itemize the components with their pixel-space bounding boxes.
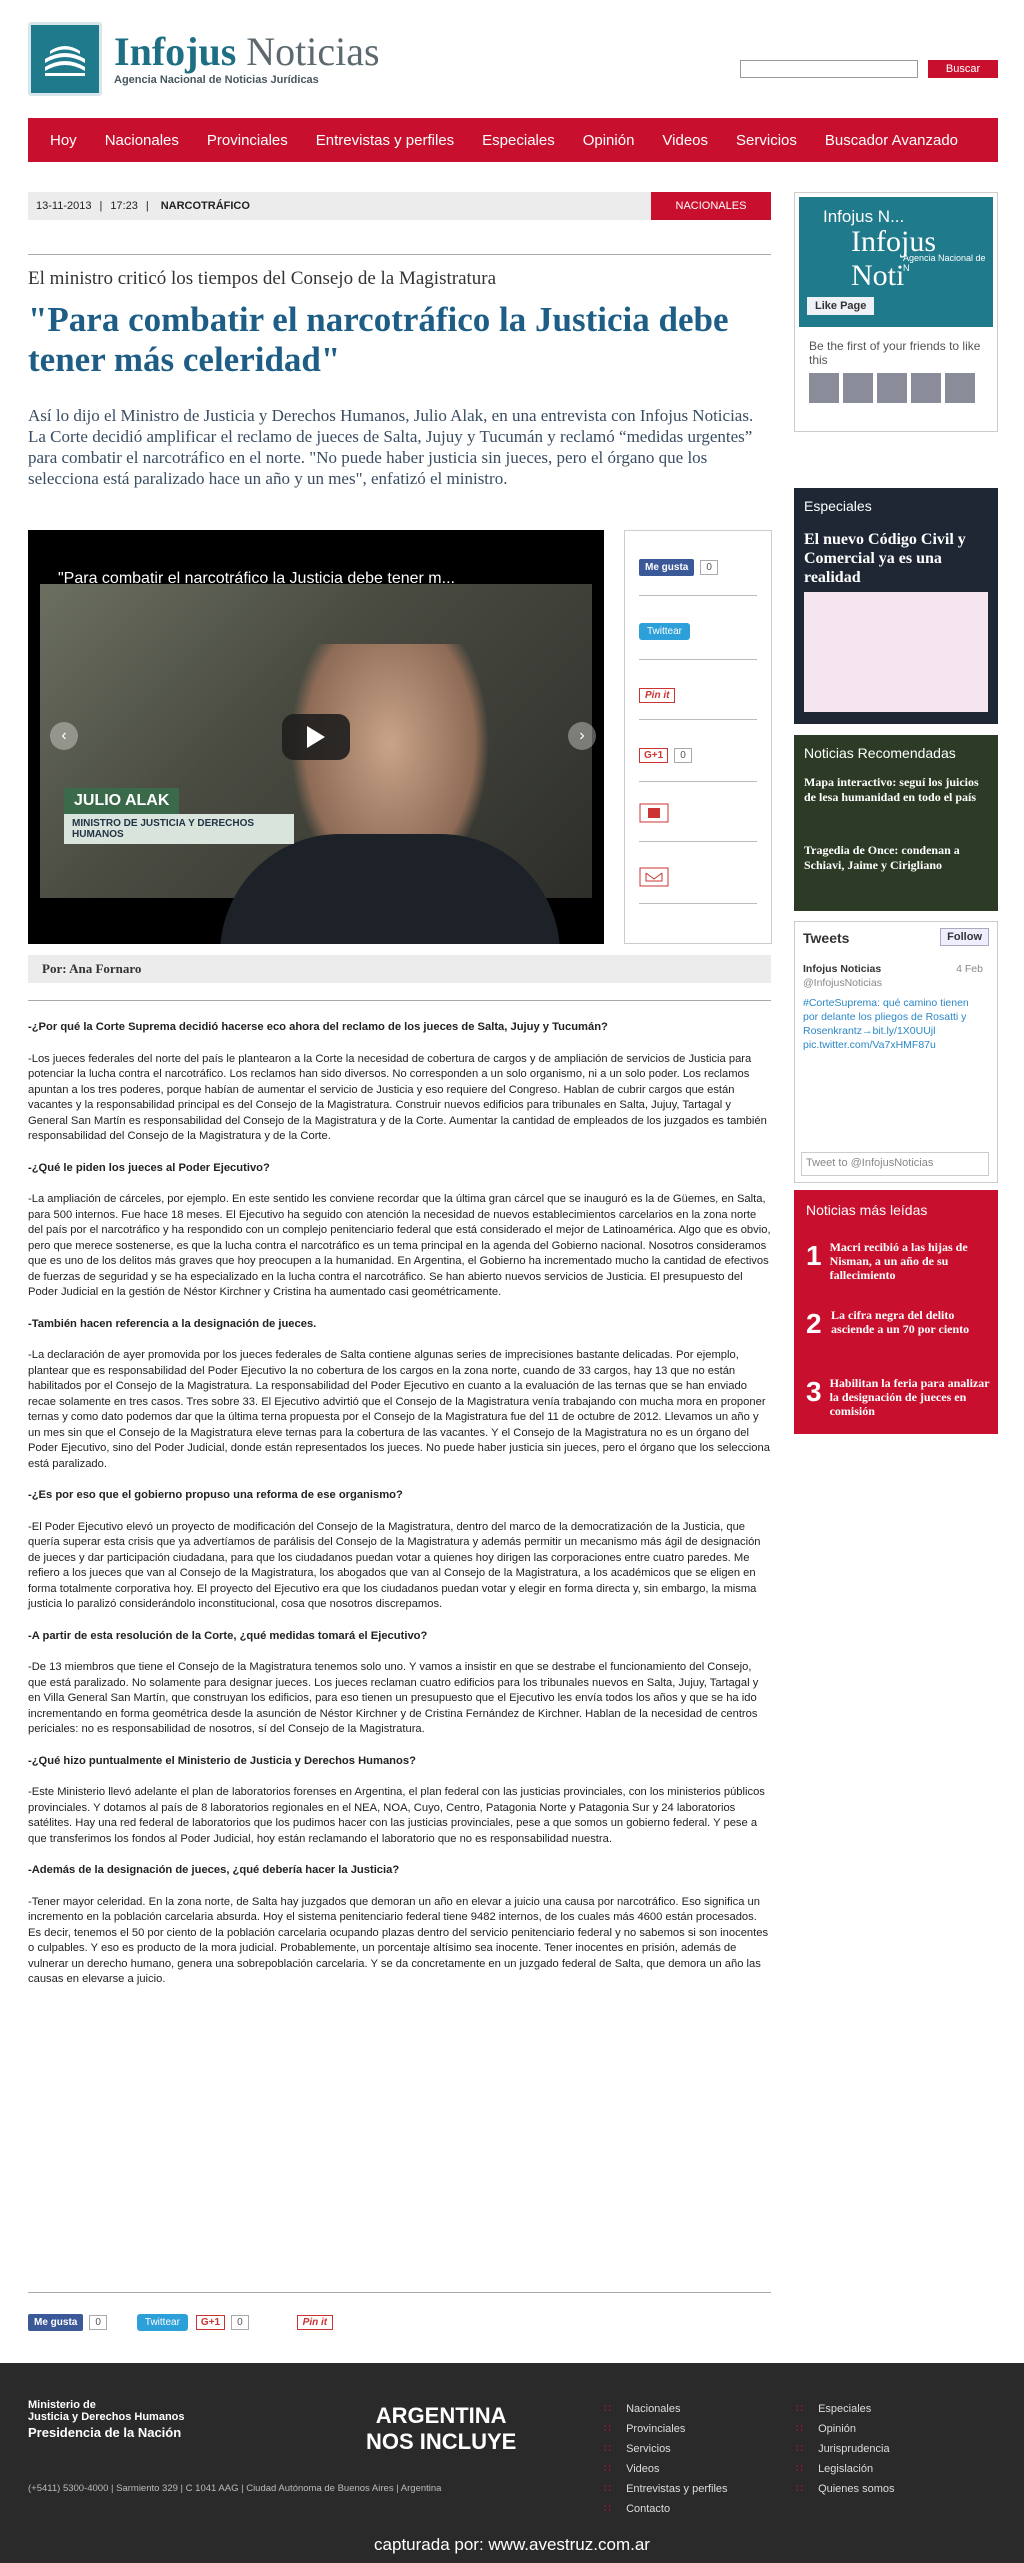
divider — [28, 1000, 771, 1001]
presidencia-label: Presidencia de la Nación — [28, 2425, 182, 2440]
divider — [28, 2292, 771, 2293]
footer-links-1 — [604, 2399, 728, 2519]
avatar[interactable] — [843, 373, 873, 403]
twitter-follow-button[interactable]: Follow — [940, 928, 989, 946]
gplus-button[interactable]: G+1 — [639, 748, 668, 763]
interview-answer: -La declaración de ayer promovida por los jueces federales de Salta contiene algunas series de imprecisiones bastante delicadas. Por ejemplo, plantear que es responsabilidad del Poder Ejecutivo la no cobertura de los cargos en la zona norte, cuando de 33 cargos, hay 13 que no están habilitados por el Consejo de la Magistratura. La responsabilidad del Poder Ejecutivo en cuanto a la evaluación de las ternas que se han enviado recae solamente en tres casos. Tres sobre 33. El Ejecutivo advirtió que el Consejo de la Magistratura venía trabajando con mucha mora en proponer ternas y como dato podemos dar que la última terna propuesta por el Consejo de la Magistratura fue del 11 de octubre de 2012. Llevamos un año y un mes sin que el Consejo de la Magistratura eleve ternas para la cobertura de las vacantes. Y el Consejo de la Magistratura no es un órgano del Poder Ejecutivo, sino del Poder Judicial, donde están representados los jueces. No puede haber justicia sin jueces, pero el órgano que los selecciona está paralizado. — [28, 1349, 770, 1470]
prev-arrow-icon[interactable]: ‹ — [50, 722, 78, 750]
rank-number: 1 — [806, 1240, 822, 1271]
mas-leidas-heading: Noticias más leídas — [806, 1202, 928, 1218]
nav-videos[interactable]: Videos — [662, 131, 709, 149]
recomendada-link[interactable]: Mapa interactivo: seguí los juicios de lesa humanidad en todo el país — [804, 775, 979, 804]
article-meta: 13-11-2013 | 17:23 | NARCOTRÁFICO NACIONALES — [28, 192, 771, 220]
video-lower-third-name: JULIO ALAK — [64, 788, 179, 814]
interview-question: -A partir de esta resolución de la Corte, ¿qué medidas tomará el Ejecutivo? — [28, 1629, 428, 1642]
interview-question: -También hacen referencia a la designación de jueces. — [28, 1317, 317, 1330]
especiales-heading: Especiales — [804, 498, 872, 514]
interview-question: -¿Qué le piden los jueces al Poder Ejecutivo? — [28, 1161, 270, 1174]
especiales-widget[interactable] — [794, 488, 998, 724]
interview-question: -¿Qué hizo puntualmente el Ministerio de Justicia y Derechos Humanos? — [28, 1754, 416, 1767]
fb-friends-text: Be the first of your friends to like this — [809, 339, 981, 367]
book-logo-icon — [28, 22, 102, 96]
especiales-title[interactable]: El nuevo Código Civil y Comercial ya es una realidad — [804, 531, 966, 586]
search-button[interactable]: Buscar — [928, 60, 998, 78]
recomendadas-widget — [794, 735, 998, 911]
footer-link[interactable]: ∷ Opinión — [796, 2419, 895, 2439]
tweet-text[interactable]: #CorteSuprema: qué camino tienen por delante los pliegos de Rosatti y Rosenkrantz→bit.ly/1X0UUjl pic.twitter.com/Va7xHMF87u — [803, 997, 969, 1051]
especiales-image[interactable] — [804, 592, 988, 712]
nav-entrevistas[interactable]: Entrevistas y perfiles — [315, 131, 455, 149]
nav-buscador[interactable]: Buscador Avanzado — [824, 131, 959, 149]
fb-page-title-2: Infojus Noti — [851, 225, 936, 292]
recomendada-link[interactable]: Tragedia de Once: condenan a Schiavi, Jaime y Cirigliano — [804, 843, 960, 872]
footer-link[interactable]: ∷ Servicios — [604, 2439, 728, 2459]
tweets-heading: Tweets — [803, 930, 850, 946]
article-author: Por: Ana Fornaro — [28, 955, 771, 983]
footer-address: (+5411) 5300-4000 | Sarmiento 329 | C 1041 AAG | Ciudad Autónoma de Buenos Aires | Argentina — [28, 2483, 442, 2494]
tweet-user[interactable]: Infojus Noticias — [803, 963, 882, 975]
footer-link[interactable]: ∷ Jurisprudencia — [796, 2439, 895, 2459]
site-footer — [0, 2363, 1024, 2563]
nav-opinion[interactable]: Opinión — [582, 131, 635, 149]
tweet-input[interactable]: Tweet to @InfojusNoticias — [801, 1152, 989, 1176]
ministerio-logo[interactable] — [28, 2399, 185, 2423]
gplus-button-bottom[interactable]: G+1 — [196, 2315, 225, 2330]
mas-leidas-widget — [794, 1190, 998, 1434]
footer-link[interactable]: ∷ Especiales — [796, 2399, 895, 2419]
capture-credit: capturada por: www.avestruz.com.ar — [374, 2535, 650, 2554]
mas-leidas-link[interactable]: Habilitan la feria para analizar la designación de jueces en comisión — [829, 1376, 990, 1418]
footer-link[interactable]: ∷ Videos — [604, 2459, 728, 2479]
interview-answer: -El Poder Ejecutivo elevó un proyecto de modificación del Consejo de la Magistratura, dentro del marco de la democratización de la Justicia, que quería superar esta crisis que ya advertíamos de parálisis del Consejo de la Magistratura y además permitir un mecanismo más ágil de designación de jueces y dar participación ciudadana, para que los ciudadanos puedan votar a quienes hoy dirigen las corporaciones entre cuatro paredes. Me refiero a los jueces que van al Consejo de la Magistratura, los abogados que van al Consejo de la Magistratura, a los académicos que se eligen en forma totalmente corporativa hoy. El proyecto del Ejecutivo era que los ciudadanos puedan votar y elegir en forma directa y, sin embargo, la misma justicia lo paralizó considerándolo inconstitucional, cosa que nosotros discrepamos. — [28, 1520, 761, 1610]
argentina-logo — [366, 2403, 516, 2455]
mas-leidas-link[interactable]: La cifra negra del delito asciende a un 70 por ciento — [831, 1308, 970, 1336]
footer-links-2 — [796, 2399, 895, 2499]
facebook-widget — [794, 192, 998, 432]
avatar[interactable] — [911, 373, 941, 403]
fb-like-button-bottom[interactable]: Me gusta — [28, 2314, 83, 2331]
mas-leidas-item[interactable] — [806, 1376, 992, 1418]
next-arrow-icon[interactable]: › — [568, 722, 596, 750]
fb-page-title[interactable]: Infojus N... — [823, 207, 905, 226]
footer-link[interactable]: ∷ Contacto — [604, 2499, 728, 2519]
email-icon[interactable] — [639, 867, 669, 887]
gplus-count-bottom: 0 — [231, 2315, 249, 2330]
video-player[interactable] — [28, 530, 604, 944]
tweet-date[interactable]: 4 Feb — [956, 963, 983, 975]
fb-page-sub: Agencia Nacional de N — [903, 253, 986, 273]
article-kicker: El ministro criticó los tiempos del Consejo de la Magistratura — [28, 268, 497, 289]
play-button-icon[interactable] — [282, 714, 350, 760]
footer-link[interactable]: ∷ Provinciales — [604, 2419, 728, 2439]
site-logo[interactable] — [28, 22, 380, 96]
search-form — [740, 60, 998, 78]
footer-link[interactable]: ∷ Legislación — [796, 2459, 895, 2479]
argentina-line-1: ARGENTINA — [375, 2403, 507, 2428]
tweet — [803, 962, 983, 1052]
site-header — [28, 22, 998, 102]
article-date: 13-11-2013 — [36, 200, 92, 212]
avatar[interactable] — [877, 373, 907, 403]
interview-answer: -Los jueces federales del norte del país le plantearon a la Corte la necesidad de cobertura de cargos y de ampliación de servicios de Justicia para potenciar la lucha contra el narcotráfico. Los reclamos han sido diversos. No corresponden a un solo organismo, ni a un solo poder. Los reclamos apuntan a los tres poderes, porque habían de aumentar el servicio de Justicia y eso requiere del Congreso. Hablan de cubrir cargos que están vacantes y la responsabilidad principal es del Consejo de la Magistratura. Construir nuevos edificios para tribunales en Salta, Jujuy, Tartagal y General San Martín es responsabilidad del Consejo de la Magistratura y de la Corte. Aumentar la cantidad de empleados de los juzgados es también responsabilidad del Consejo de la Magistratura y de la Corte. — [28, 1052, 767, 1142]
print-icon[interactable] — [639, 803, 669, 823]
article-section[interactable]: NARCOTRÁFICO — [160, 200, 250, 212]
article-body — [28, 1020, 771, 2004]
rank-number: 3 — [806, 1376, 822, 1407]
section-badge[interactable]: NACIONALES — [651, 192, 771, 220]
tweet-button[interactable]: Twittear — [639, 623, 690, 640]
interview-answer: -La ampliación de cárceles, por ejemplo. En este sentido les conviene recordar que la última gran cárcel que se inauguró es la de Güemes, en Salta, para 500 internos. Fue hace 18 meses. El Ejecutivo ha seguido con atención la necesidad de nuevos establecimientos carcelarios en la zona norte del país por el narcotráfico y ha respondido con un complejo penitenciario federal que está considerado el mejor de Latinoamérica. Algo que es obvio, pero que merece sostenerse, es que la lucha contra el narcotráfico es un tema principal en la agenda del Gobierno nacional. Nosotros consideramos que es uno de los delitos más graves que hoy preocupen a la humanidad. En Argentina, el Gobierno ha incrementado mucho la cantidad de efectivos de fuerzas de seguridad y se ha especializado en la lucha contra el narcotráfico. Se han abierto nuevos servicios de Justicia. El presupuesto del Poder Judicial en la gestión de Néstor Kirchner y Cristina ha aumentado casi geométricamente. — [28, 1193, 771, 1298]
fb-like-button[interactable]: Me gusta — [639, 559, 694, 576]
tweet-handle[interactable]: @InfojusNoticias — [803, 977, 882, 989]
article-lead: Así lo dijo el Ministro de Justicia y Derechos Humanos, Julio Alak, en una entrevista con Infojus Noticias. La Corte decidió amplificar el reclamo de jueces de Salta, Jujuy y Tucumán y reclamó “medidas urgentes” para combatir el narcotráfico en el norte. "No puede haber justicia sin jueces, pero el órgano que los selecciona está paralizado hace un año y un mes", enfatizó el ministro. — [28, 406, 754, 488]
search-input[interactable] — [740, 60, 918, 78]
gplus-count: 0 — [674, 748, 692, 763]
divider — [28, 254, 771, 255]
footer-link[interactable]: ∷ Entrevistas y perfiles — [604, 2479, 728, 2499]
avatar[interactable] — [809, 373, 839, 403]
avatar[interactable] — [945, 373, 975, 403]
nav-hoy[interactable]: Hoy — [50, 131, 77, 149]
pinit-button[interactable]: Pin it — [639, 688, 675, 703]
interview-question: -¿Por qué la Corte Suprema decidió hacerse eco ahora del reclamo de los jueces de Salta, Jujuy y Tucumán? — [28, 1021, 608, 1033]
mas-leidas-item[interactable] — [806, 1308, 992, 1340]
interview-question: -¿Es por eso que el gobierno propuso una reforma de ese organismo? — [28, 1489, 403, 1501]
share-sidebar — [624, 530, 772, 944]
nav-especiales[interactable]: Especiales — [482, 131, 555, 149]
interview-answer: -Tener mayor celeridad. En la zona norte, de Salta hay juzgados que demoran un año en elevar a juicio una causa por narcotráfico. Eso significa un incremento en la población carcelaria absurda. Hoy el sistema penitenciario federal tiene 9482 internos, de los cuales más 4600 están procesados. Es decir, tenemos el 50 por ciento de la población carcelaria ocupando plazas dentro del servicio penitenciario federal y no sabemos si son inocentes o culpables. Y eso es producto de la mora judicial. Probablemente, un porcentaje altísimo sea inocente. Tener inocentes en prisión, además de vulnerar un derecho humano, genera una sobrepoblación carcelaria. Y se da concretamente en un juzgado federal de Salta, que demora un año las causas en elevarse a juicio. — [28, 1895, 769, 1985]
main-nav — [28, 118, 998, 162]
fb-like-page-button[interactable]: Like Page — [807, 297, 874, 315]
tweet-button-bottom[interactable]: Twittear — [137, 2314, 188, 2331]
article-time: 17:23 — [110, 200, 138, 212]
ministerio-line-1: Ministerio de — [28, 2399, 96, 2411]
footer-link[interactable]: ∷ Quienes somos — [796, 2479, 895, 2499]
facebook-cover[interactable] — [799, 197, 993, 327]
video-person-suit — [220, 834, 560, 944]
mas-leidas-link[interactable]: Macri recibió a las hijas de Nisman, a un año de su fallecimiento — [829, 1240, 968, 1282]
fb-friends-avatars — [809, 373, 975, 403]
footer-link[interactable]: ∷ Nacionales — [604, 2399, 728, 2419]
video-lower-third-role: MINISTRO DE JUSTICIA Y DERECHOS HUMANOS — [64, 814, 294, 844]
interview-answer: -De 13 miembros que tiene el Consejo de la Magistratura tenemos solo uno. Y vamos a insistir en que se destrabe el funcionamiento del Consejo, que está paralizado. No solamente para designar jueces. Los jueces reclaman cuatro edificios para los tribunales nuevos en Salta, Jujuy, Tartagal y en Villa General San Martín, que construyan los edificios, para eso tienen un presupuesto que el Ejecutivo les envía todos los años y que se ha ido incrementando en forma geométrica desde la asunción de Néstor Kirchner y de Cristina Fernández de Kirchner. Hablan de la necesidad de centros periciales: no es responsabilidad de nosotros, sí del Consejo de la Magistratura. — [28, 1661, 759, 1735]
recomendadas-heading: Noticias Recomendadas — [804, 745, 956, 761]
twitter-widget — [794, 921, 998, 1183]
argentina-line-2: NOS INCLUYE — [366, 2429, 517, 2454]
pinit-button-bottom[interactable]: Pin it — [297, 2315, 333, 2330]
article-title: "Para combatir el narcotráfico la Justicia debe tener más celeridad" — [28, 300, 729, 379]
logo-title: Infojus — [114, 29, 237, 74]
fb-like-count-bottom: 0 — [89, 2315, 107, 2330]
interview-question: -Además de la designación de jueces, ¿qué debería hacer la Justicia? — [28, 1864, 400, 1876]
nav-nacionales[interactable]: Nacionales — [104, 131, 179, 149]
nav-servicios[interactable]: Servicios — [736, 131, 797, 149]
mas-leidas-item[interactable] — [806, 1240, 992, 1282]
rank-number: 2 — [806, 1308, 822, 1339]
ministerio-line-2: Justicia y Derechos Humanos — [28, 2411, 185, 2423]
fb-like-count: 0 — [700, 560, 718, 575]
logo-subtitle: Agencia Nacional de Noticias Jurídicas — [114, 74, 319, 86]
interview-answer: -Este Ministerio llevó adelante el plan de laboratorios forenses en Argentina, el plan federal con las justicias provinciales, con los ministerios públicos provinciales. Y dotamos al país de 8 laboratorios regionales en el NEA, NOA, Cuyo, Centro, Patagonia Norte y Patagonia Sur y 24 laboratorios satélites. Hay una red federal de laboratorios que los pudimos hacer con las justicias provinciales, pese a que somos un gobierno federal. Y pese a que transferimos los fondos al Poder Judicial, hoy están reclamando el laboratorio que no es responsabilidad nuestra. — [28, 1786, 765, 1845]
nav-provinciales[interactable]: Provinciales — [206, 131, 288, 149]
video-title[interactable]: "Para combatir el narcotráfico la Justicia debe tener m... — [58, 570, 455, 587]
logo-title-2: Noticias — [246, 29, 380, 74]
bottom-share-bar — [28, 2312, 333, 2332]
